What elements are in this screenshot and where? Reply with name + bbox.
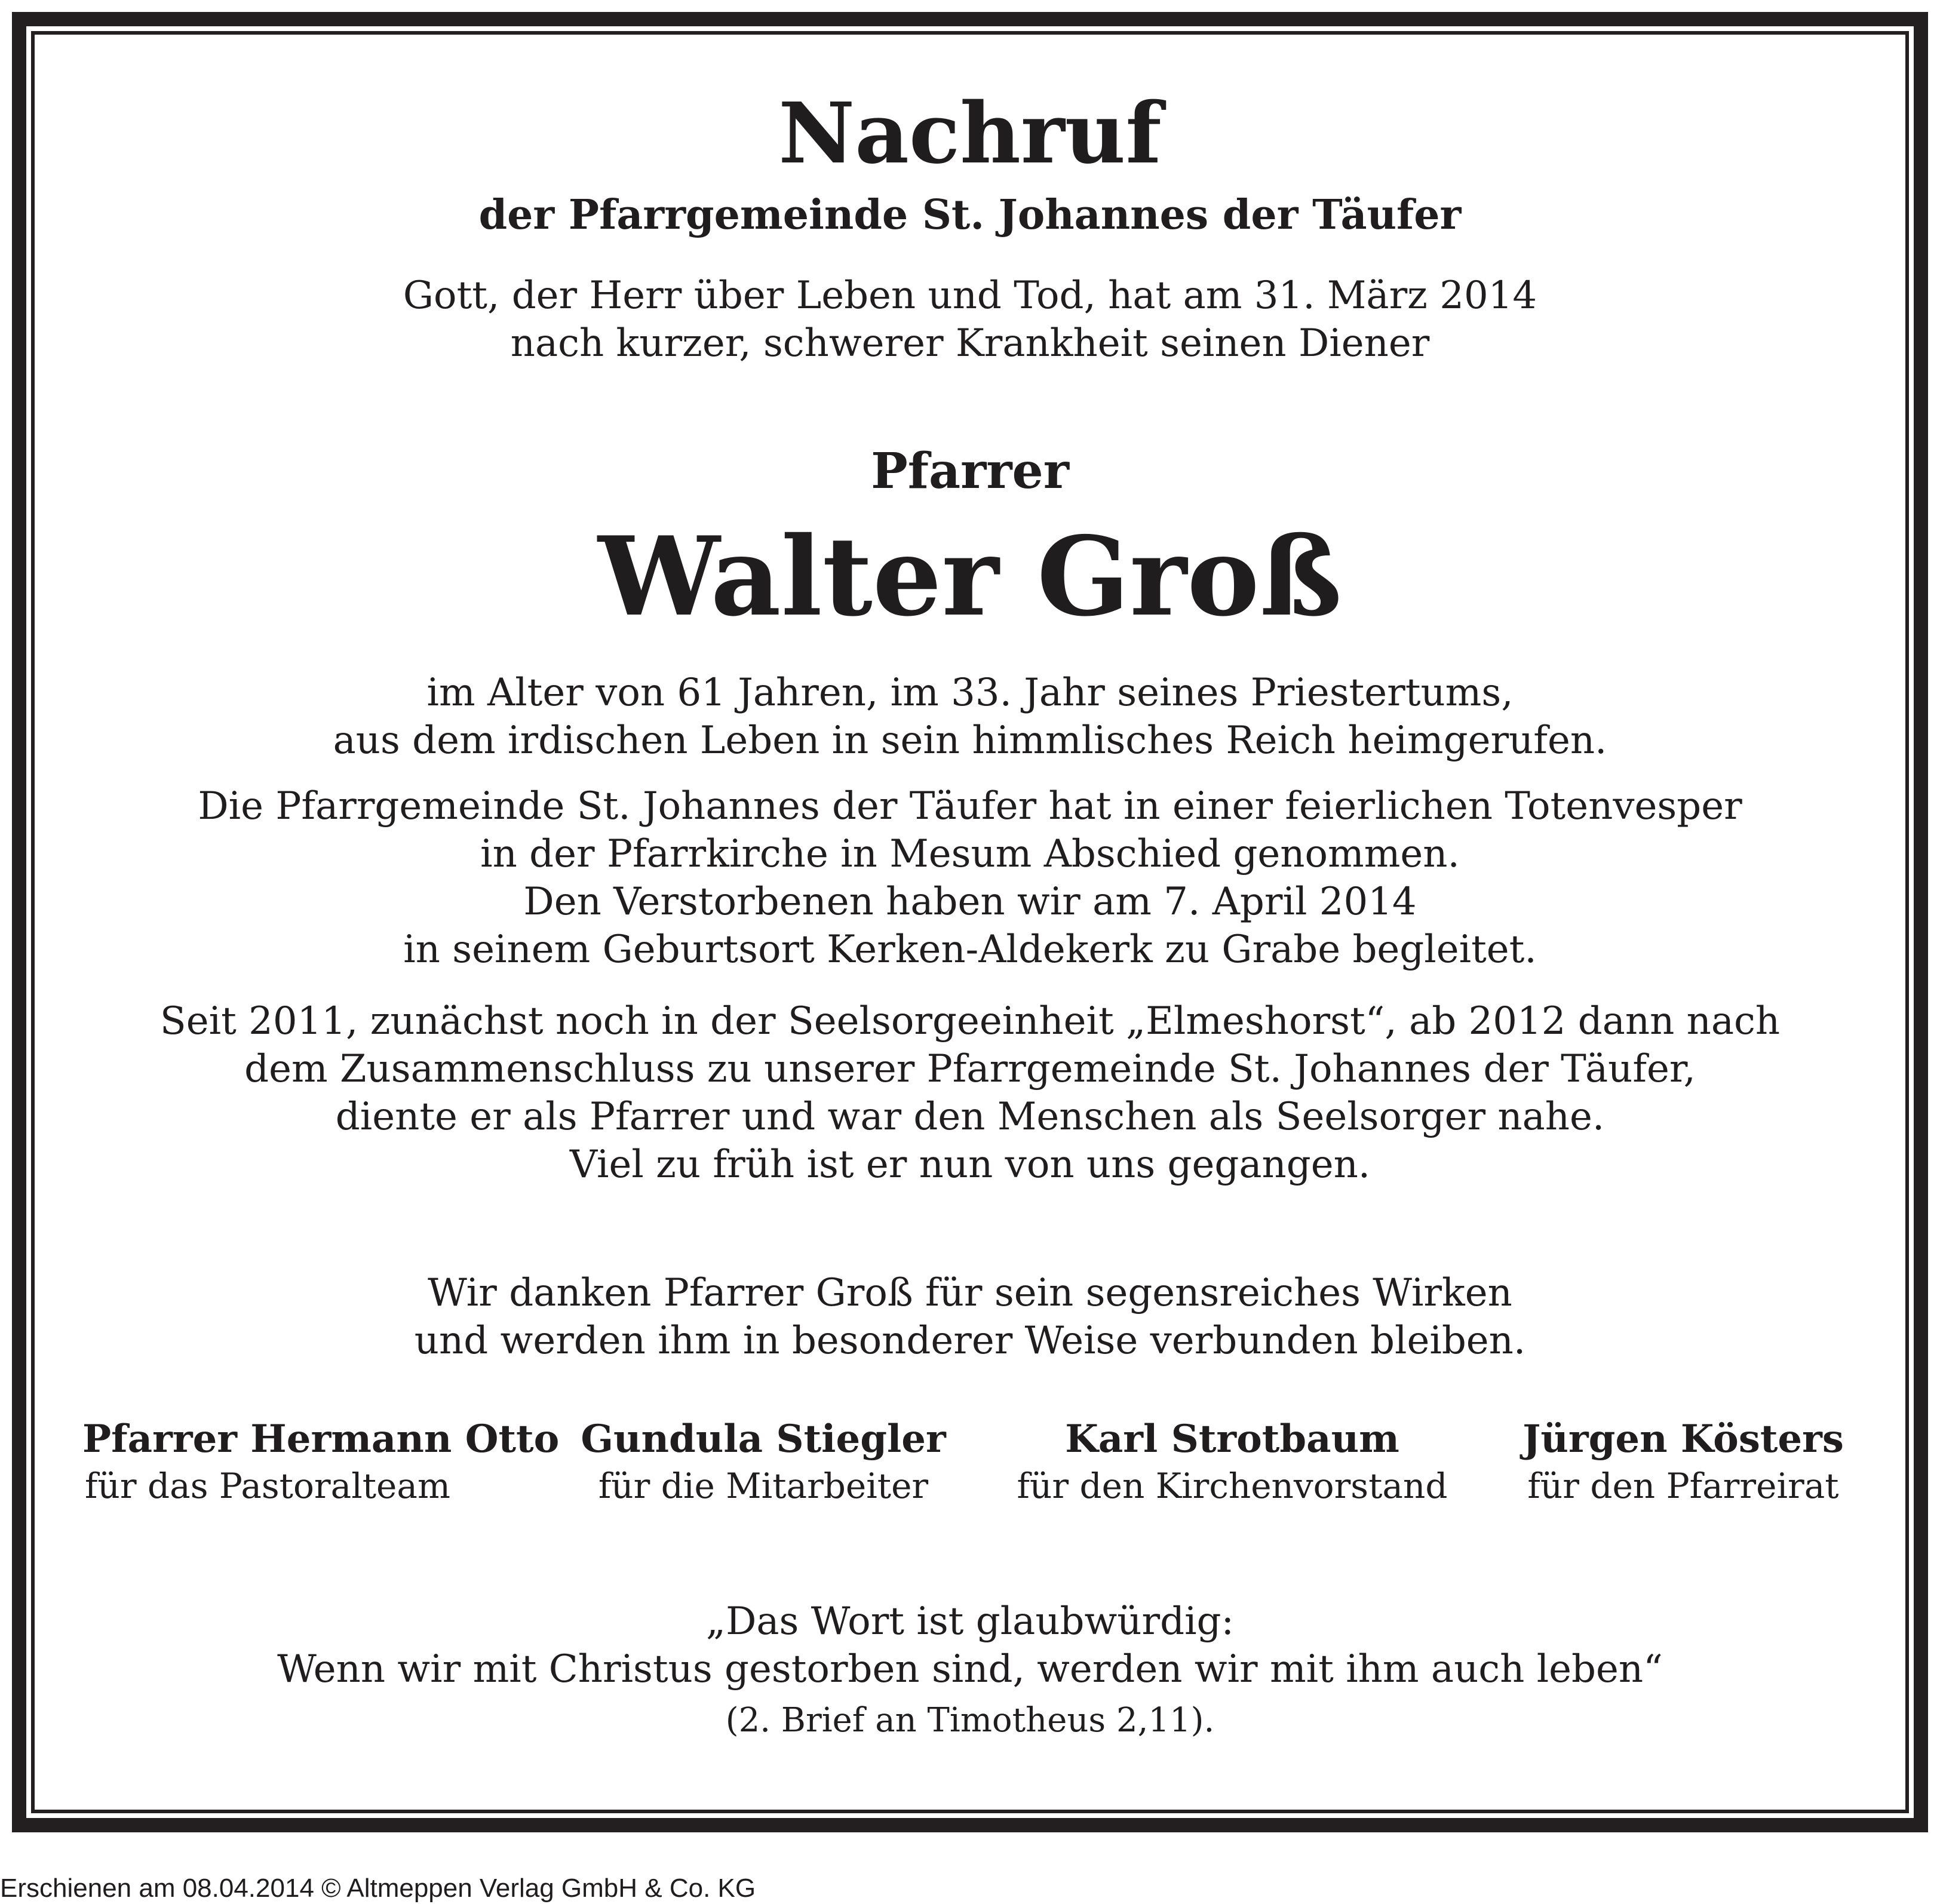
paragraph-line: Den Verstorbenen haben wir am 7. April 2014 (523, 880, 1417, 924)
signer-role: für die Mitarbeiter (598, 1466, 929, 1507)
signature-block (1014, 1414, 1450, 1509)
signer-role: für den Pfarreirat (1527, 1466, 1839, 1507)
paragraph-line: im Alter von 61 Jahren, im 33. Jahr seines Priestertums, (426, 671, 1514, 715)
paragraph-line: dem Zusammenschluss zu unserer Pfarrgemeinde St. Johannes der Täufer, (244, 1047, 1696, 1091)
notice-title: Nachruf (778, 85, 1162, 183)
paragraph-line: in seinem Geburtsort Kerken-Aldekerk zu Grabe begleitet. (403, 928, 1537, 972)
signature-block (578, 1414, 948, 1509)
signer-name: Pfarrer Hermann Otto (82, 1417, 560, 1461)
paragraph-line: in der Pfarrkirche in Mesum Abschied genommen. (480, 832, 1460, 876)
paragraph-line: diente er als Pfarrer und war den Menschen als Seelsorger nahe. (335, 1095, 1605, 1139)
signer-role: für den Kirchenvorstand (1017, 1466, 1448, 1507)
deceased-name: Walter Groß (598, 512, 1342, 640)
obituary-notice (35, 35, 1905, 1810)
signature-block (1498, 1414, 1868, 1509)
paragraph-line: Die Pfarrgemeinde St. Johannes der Täufer hat in einer feierlichen Totenvesper (198, 784, 1742, 828)
notice-subtitle: der Pfarrgemeinde St. Johannes der Täufer (478, 191, 1462, 239)
intro-line: Gott, der Herr über Leben und Tod, hat am 31. März 2014 (403, 274, 1537, 318)
signer-name: Jürgen Kösters (1522, 1417, 1844, 1461)
publication-credit: Erschienen am 08.04.2014 © Altmeppen Verlag GmbH & Co. KG (0, 1874, 756, 1903)
signature-block (82, 1414, 560, 1509)
paragraph-line: Viel zu früh ist er nun von uns gegangen. (569, 1143, 1371, 1187)
thanks-line: Wir danken Pfarrer Groß für sein segensreiches Wirken (428, 1271, 1512, 1315)
bible-quote-line: „Das Wort ist glaubwürdig: (705, 1599, 1235, 1644)
bible-reference: (2. Brief an Timotheus 2,11). (725, 1701, 1215, 1740)
signer-role: für das Pastoralteam (85, 1466, 450, 1507)
intro-line: nach kurzer, schwerer Krankheit seinen Diener (510, 321, 1430, 366)
thanks-line: und werden ihm in besonderer Weise verbunden bleiben. (414, 1319, 1526, 1363)
bible-quote-line: Wenn wir mit Christus gestorben sind, werden wir mit ihm auch leben“ (277, 1647, 1663, 1691)
paragraph-line: aus dem irdischen Leben in sein himmlisches Reich heimgerufen. (333, 718, 1607, 763)
paragraph-line: Seit 2011, zunächst noch in der Seelsorgeeinheit „Elmeshorst“, ab 2012 dann nach (159, 999, 1781, 1043)
signer-name: Karl Strotbaum (1065, 1417, 1399, 1461)
deceased-rank: Pfarrer (871, 443, 1069, 500)
signer-name: Gundula Stiegler (581, 1417, 946, 1461)
